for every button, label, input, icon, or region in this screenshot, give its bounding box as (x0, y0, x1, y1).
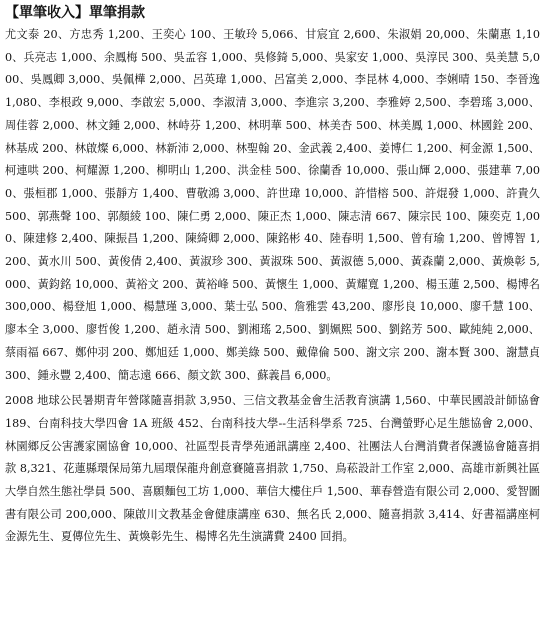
organization-donations-paragraph: 2008 地球公民暑期青年營隊隨喜捐款 3,950、三信文教基金會生活教育演講 1,560、中華民國設計師協會 189、台南科技大學四會 1A 班級 452、台南科技大學--生活科學系 725、台灣螢野心足生態協會 2,000、林園鄉反公害護家園協會 10,000、社區型長青學苑通訊講座 2,400、社團法人台灣消費者保護協會隨喜捐款 8,321、花蓮縣環保局第九屆環保龍舟創意賽隨喜捐款 1,750、鳥菘設計工作室 2,000、高雄市新興社區大學自然生態社學員 500、喜願麵包工坊 1,000、華信大樓住戶 1,500、華春營造有限公司 2,000、愛智圖書有限公司 200,000、陳啟川文教基金會健康講座 630、無名氏 2,000、隨喜捐款 3,414、好書福講座柯金源先生、夏傳位先生、黃煥彰先生、楊博名先生演講費 2400 回捐。 (5, 394, 540, 544)
section-heading: 【單筆收入】單筆捐款 (5, 5, 145, 21)
individual-donations-paragraph: 尤文泰 20、方忠秀 1,200、王奕心 100、王敏玲 5,066、甘宸宜 2,600、朱淑娟 20,000、朱蘭惠 1,100、兵亮志 1,000、余鳳梅 500、吳孟容 1,000、吳修錡 5,000、吳家安 1,000、吳淳民 300、吳美慧 5,000、吳鳳卿 3,000、吳佩樺 2,000、呂英瑋 1,000、呂富美 2,000、李昆林 4,000、李娳晴 150、李晉逸 1,080、李根政 9,000、李啟宏 5,000、李淑清 3,000、李進宗 3,200、李雅婷 2,500、李碧瑤 3,000、周佳蓉 2,000、林文鍾 2,000、林峙芬 1,200、林明華 500、林美杏 500、林美鳳 1,000、林國銓 200、林基成 200、林啟燦 6,000、林新沛 2,000、林聖翰 20、金武義 2,400、姜博仁 1,200、柯金源 1,500、柯連哄 200、柯耀源 1,200、柳明山 1,200、洪金桂 500、徐蘭香 10,000、張山輝 2,000、張建華 7,000、張桓郡 1,000、張靜方 1,400、曹敬鴻 3,000、許世瑋 10,000、許惜榕 500、許焜發 1,000、許貴久 500、郭燕聲 100、郭顏綾 100、陳仁勇 2,000、陳正杰 1,000、陳志清 667、陳宗民 100、陳奕克 1,000、陳建修 2,400、陳振昌 1,200、陳綺卿 2,000、陳銘彬 40、陸春明 1,500、曾有瑜 1,200、曾博智 1,200、黃水川 500、黃俊倩 2,400、黃淑珍 300、黃淑珠 500、黃淑德 5,000、黃森蘭 2,000、黃煥彰 5,000、黃鈞銘 10,000、黃裕文 200、黃裕峰 500、黃懷生 1,000、黃耀寬 1,200、楊玉蓮 2,500、楊博名 300,000、楊登旭 1,000、楊慧瑾 3,000、葉士弘 500、詹雅雲 43,200、廖彤良 10,000、廖千慧 100、廖本全 3,000、廖哲俊 1,200、趙永清 500、劉湘瑤 2,500、劉姵熙 500、劉銘芳 500、歐純純 2,000、蔡雨福 667、鄭仲羽 200、鄭旭廷 1,000、鄭美綠 500、戴偉倫 500、謝文宗 200、謝本賢 300、謝慧貞 300、鍾永豐 2,400、簡志遠 666、顏文欽 300、蘇義昌 6,000。 (5, 28, 540, 382)
